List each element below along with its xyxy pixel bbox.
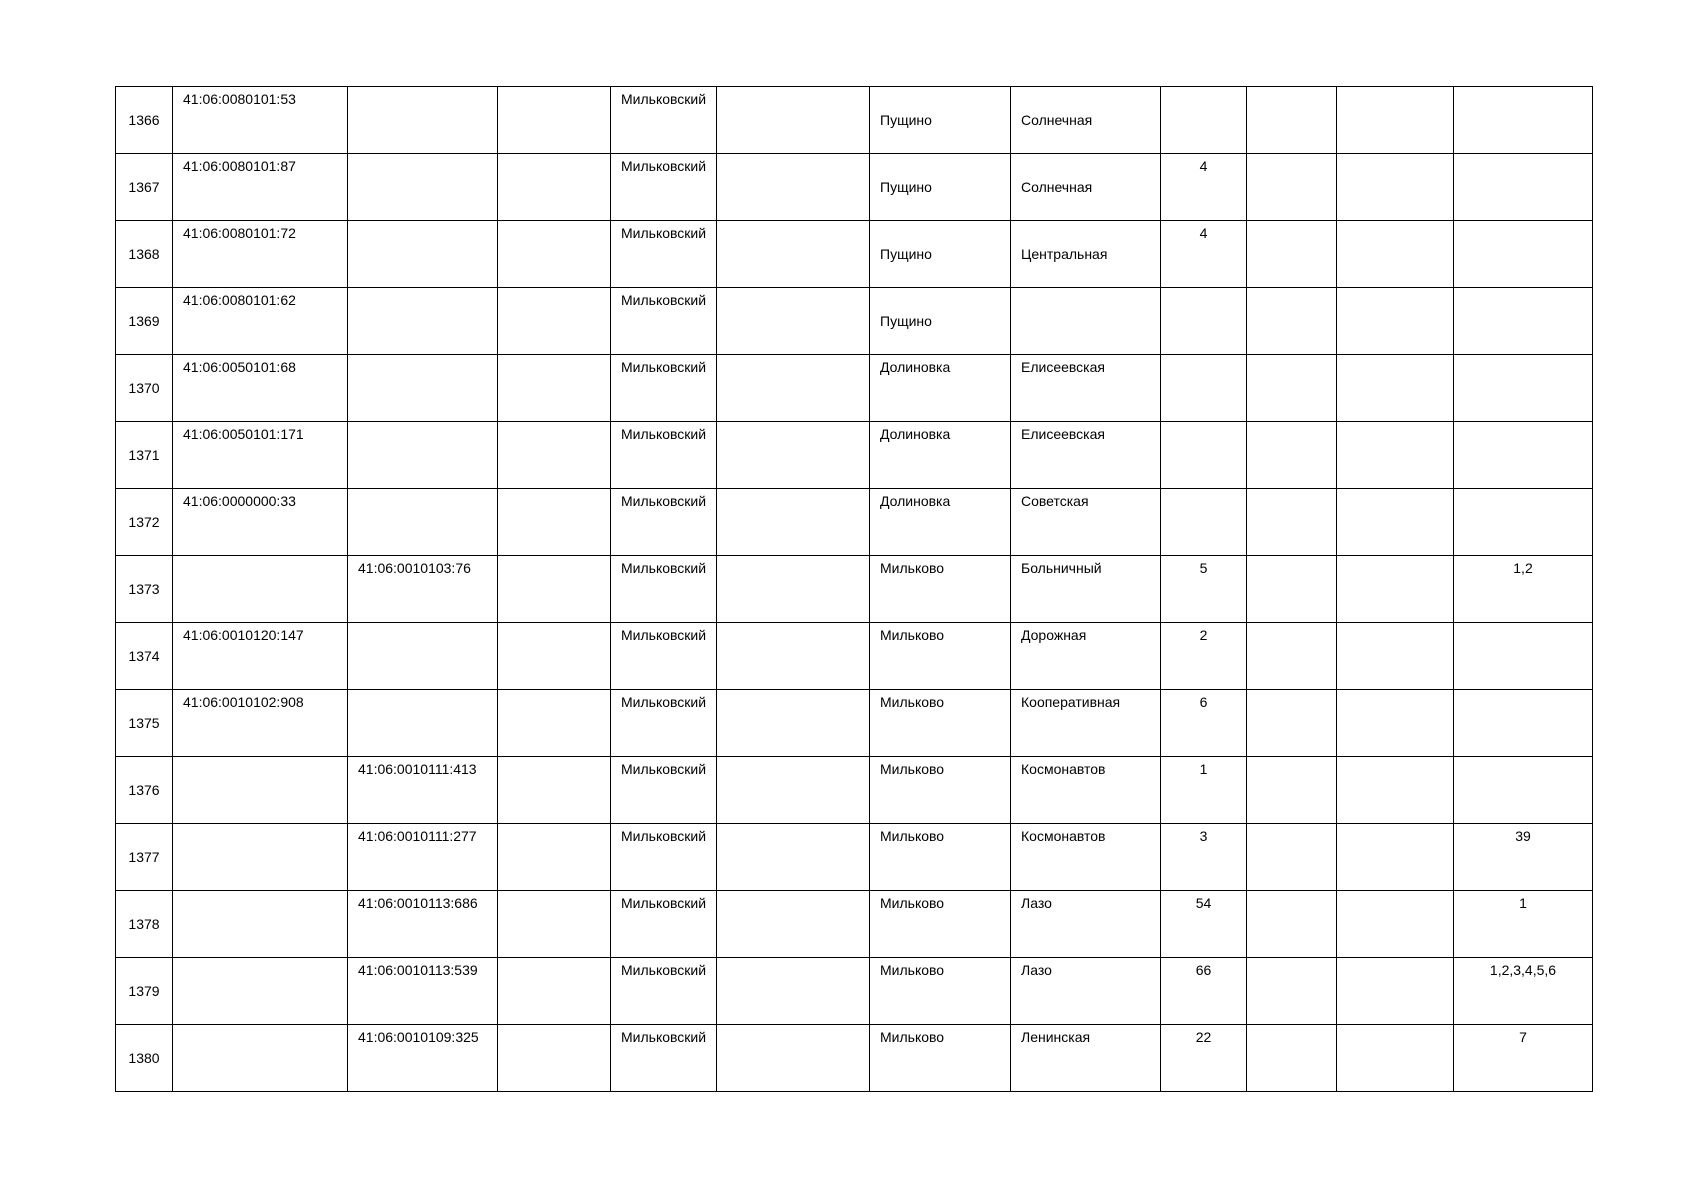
house-number-cell: 4 [1161, 154, 1247, 221]
table-row [116, 221, 1593, 288]
district-cell: Мильковский [611, 489, 717, 556]
cadastral-number-2-cell: 41:06:0010113:539 [348, 958, 498, 1025]
column-11-cell [1337, 757, 1454, 824]
row-number-cell: 1369 [116, 288, 173, 355]
column-4-cell [498, 154, 611, 221]
house-number-cell: 5 [1161, 556, 1247, 623]
street-cell: Лазо [1011, 891, 1161, 958]
column-11-cell [1337, 489, 1454, 556]
district-cell: Мильковский [611, 355, 717, 422]
apartment-cell [1454, 757, 1593, 824]
street-cell: Космонавтов [1011, 757, 1161, 824]
cadastral-number-cell [173, 958, 348, 1025]
row-number-cell: 1380 [116, 1025, 173, 1092]
cadastral-number-2-cell: 41:06:0010111:277 [348, 824, 498, 891]
column-10-cell [1247, 154, 1337, 221]
column-6-cell [717, 355, 870, 422]
house-number-cell: 6 [1161, 690, 1247, 757]
cadastral-number-2-cell: 41:06:0010109:325 [348, 1025, 498, 1092]
column-10-cell [1247, 623, 1337, 690]
column-4-cell [498, 757, 611, 824]
cadastral-number-2-cell [348, 690, 498, 757]
row-number-cell: 1375 [116, 690, 173, 757]
settlement-cell: Мильково [870, 958, 1011, 1025]
column-6-cell [717, 1025, 870, 1092]
cadastral-number-cell [173, 757, 348, 824]
district-cell: Мильковский [611, 623, 717, 690]
apartment-cell [1454, 623, 1593, 690]
column-4-cell [498, 958, 611, 1025]
column-4-cell [498, 489, 611, 556]
column-10-cell [1247, 757, 1337, 824]
column-11-cell [1337, 824, 1454, 891]
column-6-cell [717, 958, 870, 1025]
cadastral-number-2-cell: 41:06:0010113:686 [348, 891, 498, 958]
district-cell: Мильковский [611, 154, 717, 221]
column-10-cell [1247, 824, 1337, 891]
table-row [116, 288, 1593, 355]
apartment-cell: 1 [1454, 891, 1593, 958]
column-6-cell [717, 891, 870, 958]
street-cell: Солнечная [1011, 154, 1161, 221]
column-6-cell [717, 221, 870, 288]
apartment-cell [1454, 489, 1593, 556]
settlement-cell: Долиновка [870, 355, 1011, 422]
apartment-cell: 7 [1454, 1025, 1593, 1092]
cadastral-number-2-cell: 41:06:0010103:76 [348, 556, 498, 623]
table-row [116, 824, 1593, 891]
cadastral-number-2-cell [348, 87, 498, 154]
column-10-cell [1247, 288, 1337, 355]
row-number-cell: 1373 [116, 556, 173, 623]
house-number-cell [1161, 288, 1247, 355]
column-4-cell [498, 221, 611, 288]
row-number-cell: 1378 [116, 891, 173, 958]
street-cell: Дорожная [1011, 623, 1161, 690]
settlement-cell: Долиновка [870, 489, 1011, 556]
district-cell: Мильковский [611, 757, 717, 824]
district-cell: Мильковский [611, 958, 717, 1025]
settlement-cell: Мильково [870, 556, 1011, 623]
table-row [116, 1025, 1593, 1092]
table-row [116, 154, 1593, 221]
cadastral-number-cell [173, 891, 348, 958]
column-6-cell [717, 757, 870, 824]
row-number-cell: 1370 [116, 355, 173, 422]
district-cell: Мильковский [611, 824, 717, 891]
column-4-cell [498, 690, 611, 757]
column-10-cell [1247, 221, 1337, 288]
street-cell: Ленинская [1011, 1025, 1161, 1092]
column-6-cell [717, 556, 870, 623]
house-number-cell: 1 [1161, 757, 1247, 824]
cadastral-number-cell: 41:06:0080101:87 [173, 154, 348, 221]
house-number-cell [1161, 489, 1247, 556]
settlement-cell: Пущино [870, 221, 1011, 288]
cadastral-number-2-cell [348, 288, 498, 355]
house-number-cell: 4 [1161, 221, 1247, 288]
house-number-cell [1161, 87, 1247, 154]
table-row [116, 690, 1593, 757]
column-6-cell [717, 623, 870, 690]
house-number-cell: 66 [1161, 958, 1247, 1025]
settlement-cell: Долиновка [870, 422, 1011, 489]
column-10-cell [1247, 556, 1337, 623]
cadastral-number-cell: 41:06:0010120:147 [173, 623, 348, 690]
house-number-cell: 22 [1161, 1025, 1247, 1092]
column-10-cell [1247, 1025, 1337, 1092]
column-11-cell [1337, 958, 1454, 1025]
column-6-cell [717, 288, 870, 355]
column-11-cell [1337, 1025, 1454, 1092]
column-6-cell [717, 690, 870, 757]
table-row [116, 623, 1593, 690]
row-number-cell: 1377 [116, 824, 173, 891]
cadastral-number-cell: 41:06:0010102:908 [173, 690, 348, 757]
column-10-cell [1247, 891, 1337, 958]
row-number-cell: 1372 [116, 489, 173, 556]
table-row [116, 355, 1593, 422]
column-10-cell [1247, 355, 1337, 422]
apartment-cell [1454, 87, 1593, 154]
table-row [116, 489, 1593, 556]
apartment-cell [1454, 288, 1593, 355]
column-4-cell [498, 422, 611, 489]
row-number-cell: 1368 [116, 221, 173, 288]
street-cell: Центральная [1011, 221, 1161, 288]
column-10-cell [1247, 958, 1337, 1025]
column-11-cell [1337, 355, 1454, 422]
column-6-cell [717, 422, 870, 489]
row-number-cell: 1367 [116, 154, 173, 221]
street-cell: Лазо [1011, 958, 1161, 1025]
column-10-cell [1247, 422, 1337, 489]
settlement-cell: Мильково [870, 757, 1011, 824]
column-4-cell [498, 556, 611, 623]
registry-table [115, 86, 1593, 1092]
column-6-cell [717, 87, 870, 154]
settlement-cell: Пущино [870, 87, 1011, 154]
street-cell: Советская [1011, 489, 1161, 556]
settlement-cell: Мильково [870, 690, 1011, 757]
apartment-cell: 1,2,3,4,5,6 [1454, 958, 1593, 1025]
column-6-cell [717, 154, 870, 221]
district-cell: Мильковский [611, 422, 717, 489]
settlement-cell: Пущино [870, 288, 1011, 355]
district-cell: Мильковский [611, 690, 717, 757]
cadastral-number-2-cell [348, 489, 498, 556]
column-6-cell [717, 824, 870, 891]
row-number-cell: 1376 [116, 757, 173, 824]
district-cell: Мильковский [611, 288, 717, 355]
cadastral-number-cell: 41:06:0050101:171 [173, 422, 348, 489]
column-4-cell [498, 891, 611, 958]
column-11-cell [1337, 87, 1454, 154]
apartment-cell: 1,2 [1454, 556, 1593, 623]
row-number-cell: 1371 [116, 422, 173, 489]
column-11-cell [1337, 891, 1454, 958]
column-4-cell [498, 87, 611, 154]
street-cell: Елисеевская [1011, 355, 1161, 422]
street-cell [1011, 288, 1161, 355]
column-4-cell [498, 355, 611, 422]
table-row [116, 958, 1593, 1025]
row-number-cell: 1374 [116, 623, 173, 690]
cadastral-number-cell [173, 1025, 348, 1092]
apartment-cell [1454, 355, 1593, 422]
cadastral-number-2-cell [348, 154, 498, 221]
column-6-cell [717, 489, 870, 556]
apartment-cell [1454, 221, 1593, 288]
column-10-cell [1247, 87, 1337, 154]
house-number-cell: 3 [1161, 824, 1247, 891]
column-4-cell [498, 623, 611, 690]
street-cell: Елисеевская [1011, 422, 1161, 489]
house-number-cell [1161, 422, 1247, 489]
cadastral-number-2-cell [348, 221, 498, 288]
column-11-cell [1337, 623, 1454, 690]
district-cell: Мильковский [611, 87, 717, 154]
table-row [116, 556, 1593, 623]
apartment-cell [1454, 422, 1593, 489]
cadastral-number-cell: 41:06:0080101:62 [173, 288, 348, 355]
house-number-cell: 2 [1161, 623, 1247, 690]
cadastral-number-cell [173, 556, 348, 623]
district-cell: Мильковский [611, 556, 717, 623]
cadastral-number-cell [173, 824, 348, 891]
cadastral-number-cell: 41:06:0050101:68 [173, 355, 348, 422]
apartment-cell [1454, 154, 1593, 221]
cadastral-number-cell: 41:06:0080101:53 [173, 87, 348, 154]
apartment-cell [1454, 690, 1593, 757]
column-11-cell [1337, 288, 1454, 355]
table-body [116, 87, 1593, 1092]
table-row [116, 891, 1593, 958]
street-cell: Больничный [1011, 556, 1161, 623]
row-number-cell: 1379 [116, 958, 173, 1025]
column-4-cell [498, 288, 611, 355]
table-row [116, 757, 1593, 824]
settlement-cell: Мильково [870, 1025, 1011, 1092]
settlement-cell: Мильково [870, 824, 1011, 891]
column-11-cell [1337, 556, 1454, 623]
cadastral-number-cell: 41:06:0080101:72 [173, 221, 348, 288]
column-4-cell [498, 824, 611, 891]
settlement-cell: Мильково [870, 623, 1011, 690]
column-11-cell [1337, 154, 1454, 221]
column-11-cell [1337, 690, 1454, 757]
table-row [116, 422, 1593, 489]
cadastral-number-2-cell [348, 422, 498, 489]
column-11-cell [1337, 221, 1454, 288]
cadastral-number-2-cell: 41:06:0010111:413 [348, 757, 498, 824]
row-number-cell: 1366 [116, 87, 173, 154]
district-cell: Мильковский [611, 221, 717, 288]
cadastral-number-2-cell [348, 355, 498, 422]
house-number-cell: 54 [1161, 891, 1247, 958]
settlement-cell: Пущино [870, 154, 1011, 221]
street-cell: Солнечная [1011, 87, 1161, 154]
street-cell: Космонавтов [1011, 824, 1161, 891]
apartment-cell: 39 [1454, 824, 1593, 891]
house-number-cell [1161, 355, 1247, 422]
column-4-cell [498, 1025, 611, 1092]
column-11-cell [1337, 422, 1454, 489]
cadastral-number-cell: 41:06:0000000:33 [173, 489, 348, 556]
district-cell: Мильковский [611, 1025, 717, 1092]
settlement-cell: Мильково [870, 891, 1011, 958]
district-cell: Мильковский [611, 891, 717, 958]
cadastral-number-2-cell [348, 623, 498, 690]
street-cell: Кооперативная [1011, 690, 1161, 757]
column-10-cell [1247, 690, 1337, 757]
table-row [116, 87, 1593, 154]
column-10-cell [1247, 489, 1337, 556]
